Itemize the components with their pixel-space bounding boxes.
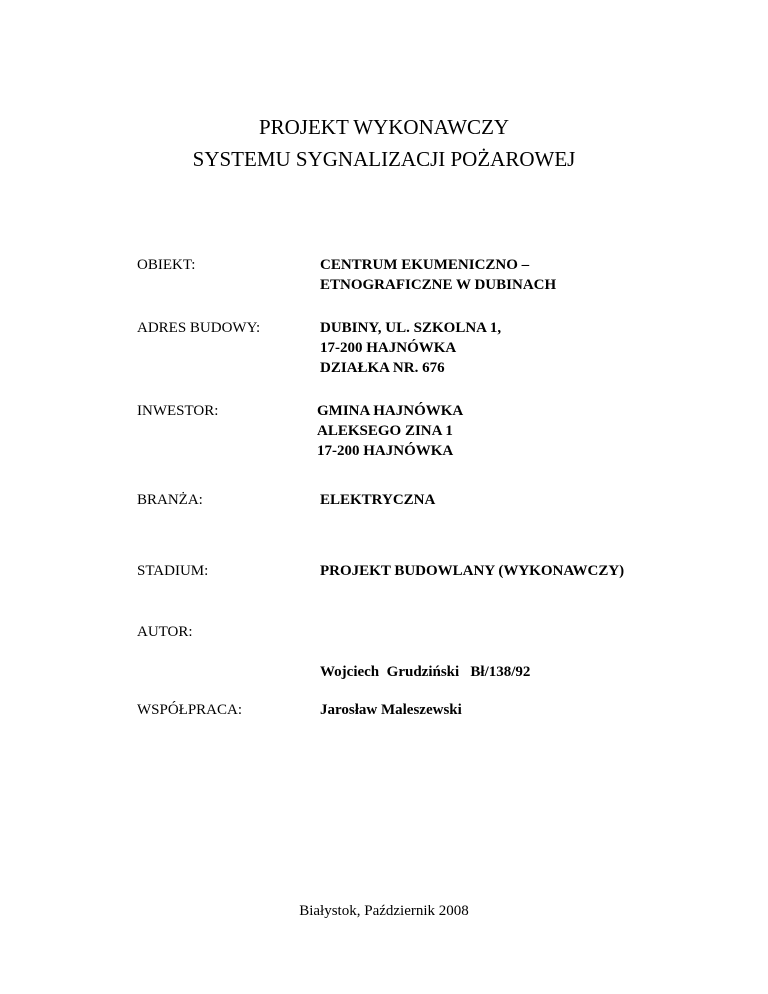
obiekt-line-2: ETNOGRAFICZNE W DUBINACH [320, 277, 557, 293]
branza-line-1: ELEKTRYCZNA [320, 492, 436, 508]
obiekt-line-1: CENTRUM EKUMENICZNO – [320, 257, 530, 273]
adres-line-3: DZIAŁKA NR. 676 [320, 360, 445, 376]
adres-line-2: 17-200 HAJNÓWKA [320, 340, 457, 356]
wspolpraca-label: WSPÓŁPRACA: [137, 702, 243, 718]
stadium-line-1: PROJEKT BUDOWLANY (WYKONAWCZY) [320, 563, 625, 579]
wspolpraca-value [320, 700, 462, 720]
place-date: Białystok, Październik 2008 [299, 903, 469, 919]
autor-label: AUTOR: [137, 624, 193, 640]
document-title-line-2: SYSTEMU SYGNALIZACJI POŻAROWEJ [192, 147, 576, 171]
inwestor-line-2: ALEKSEGO ZINA 1 [317, 423, 453, 439]
autor-line-1: Wojciech Grudziński Bł/138/92 [320, 664, 531, 680]
inwestor-line-1: GMINA HAJNÓWKA [317, 403, 464, 419]
branza-value [320, 490, 435, 510]
autor-value [320, 622, 530, 702]
inwestor-label: INWESTOR: [137, 403, 219, 419]
branza-label: BRANŻA: [137, 492, 203, 508]
obiekt-label: OBIEKT: [137, 257, 196, 273]
stadium-label: STADIUM: [137, 563, 209, 579]
obiekt-value [320, 255, 556, 295]
wspolpraca-line-1: Jarosław Maleszewski [320, 702, 462, 718]
adres-label: ADRES BUDOWY: [137, 320, 261, 336]
adres-value [320, 318, 501, 378]
adres-line-1: DUBINY, UL. SZKOLNA 1, [320, 320, 502, 336]
document-title-line-1: PROJEKT WYKONAWCZY [258, 115, 510, 139]
inwestor-value [317, 401, 463, 461]
stadium-value [320, 561, 624, 581]
inwestor-line-3: 17-200 HAJNÓWKA [317, 443, 454, 459]
